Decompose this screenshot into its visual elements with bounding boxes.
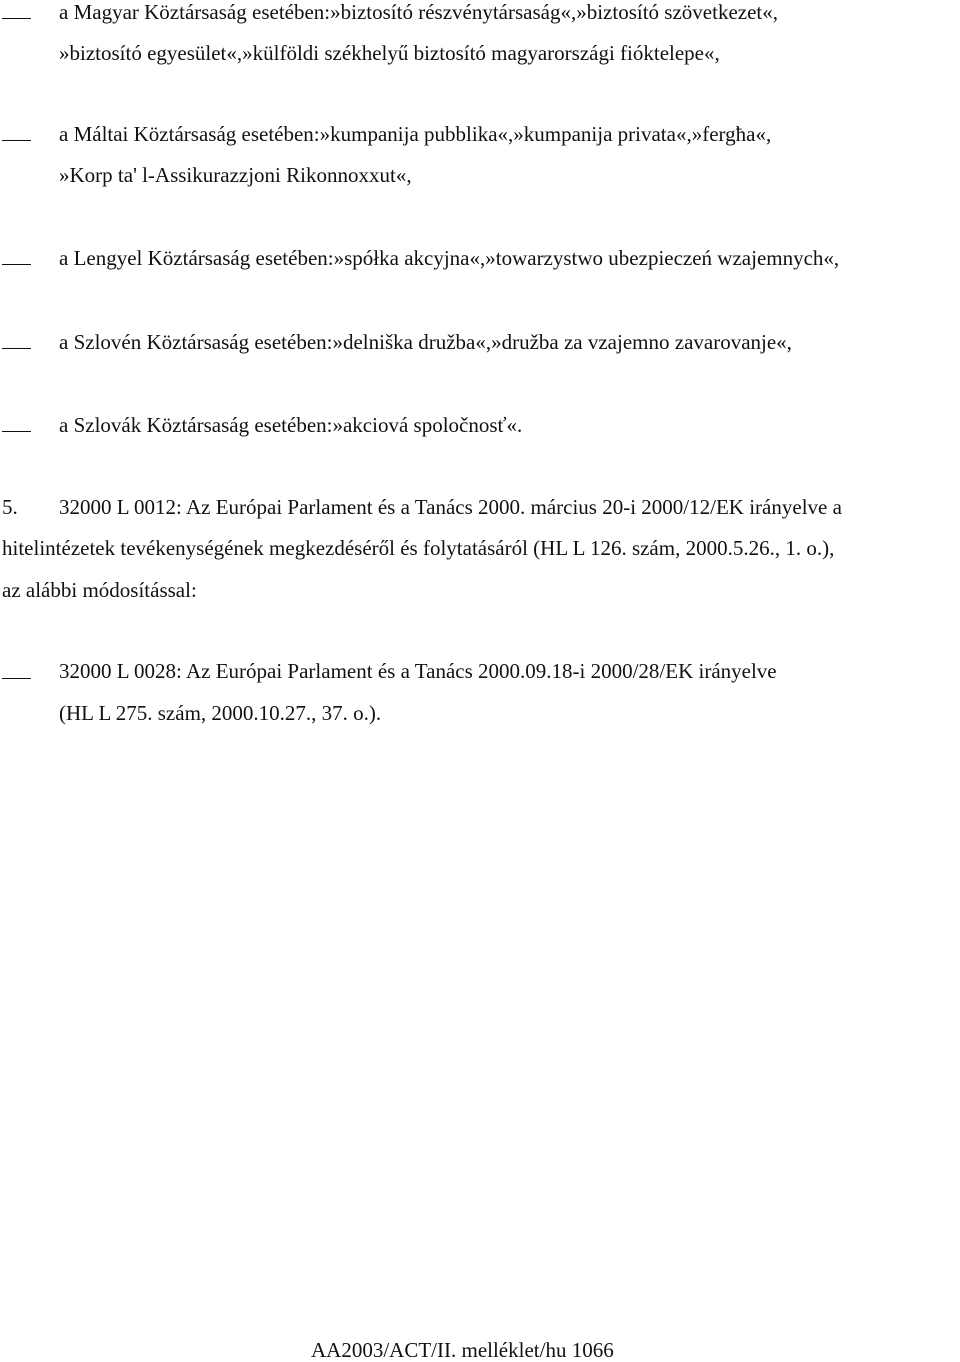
page-footer: AA2003/ACT/II. melléklet/hu 1066 bbox=[311, 1338, 614, 1362]
em-dash-bullet bbox=[2, 18, 31, 19]
list-item-line: a Szlovák Köztársaság esetében:»akciová spoločnosť«. bbox=[59, 413, 523, 437]
em-dash-bullet bbox=[2, 348, 31, 349]
list-item-line: a Szlovén Köztársaság esetében:»delniška družba«,»družba za vzajemno zavarovanje«, bbox=[59, 330, 792, 354]
list-item-line: a Lengyel Köztársaság esetében:»spółka akcyjna«,»towarzystwo ubezpieczeń wzajemnych«, bbox=[59, 246, 840, 270]
list-item-line: a Magyar Köztársaság esetében:»biztosító részvénytársaság«,»biztosító szövetkezet«, bbox=[59, 0, 778, 24]
subitem-line: 32000 L 0028: Az Európai Parlament és a Tanács 2000.09.18-i 2000/28/EK irányelve bbox=[59, 659, 777, 683]
section-number: 5. bbox=[2, 495, 18, 519]
subitem-line: (HL L 275. szám, 2000.10.27., 37. o.). bbox=[59, 701, 382, 725]
list-item-line: a Máltai Köztársaság esetében:»kumpanija pubblika«,»kumpanija privata«,»fergħa«, bbox=[59, 122, 772, 146]
section-text-line: 32000 L 0012: Az Európai Parlament és a Tanács 2000. március 20-i 2000/12/EK irányelve a bbox=[59, 495, 842, 519]
em-dash-bullet bbox=[2, 431, 31, 432]
list-item-line: »biztosító egyesület«,»külföldi székhelyű biztosító magyarországi fióktelepe«, bbox=[59, 41, 720, 65]
em-dash-bullet bbox=[2, 678, 31, 679]
section-text-line: az alábbi módosítással: bbox=[2, 578, 197, 602]
em-dash-bullet bbox=[2, 264, 31, 265]
section-text-line: hitelintézetek tevékenységének megkezdéséről és folytatásáról (HL L 126. szám, 2000.5.26., 1. o.), bbox=[2, 536, 835, 560]
list-item-line: »Korp ta' l-Assikurazzjoni Rikonnoxxut«, bbox=[59, 163, 412, 187]
em-dash-bullet bbox=[2, 140, 31, 141]
